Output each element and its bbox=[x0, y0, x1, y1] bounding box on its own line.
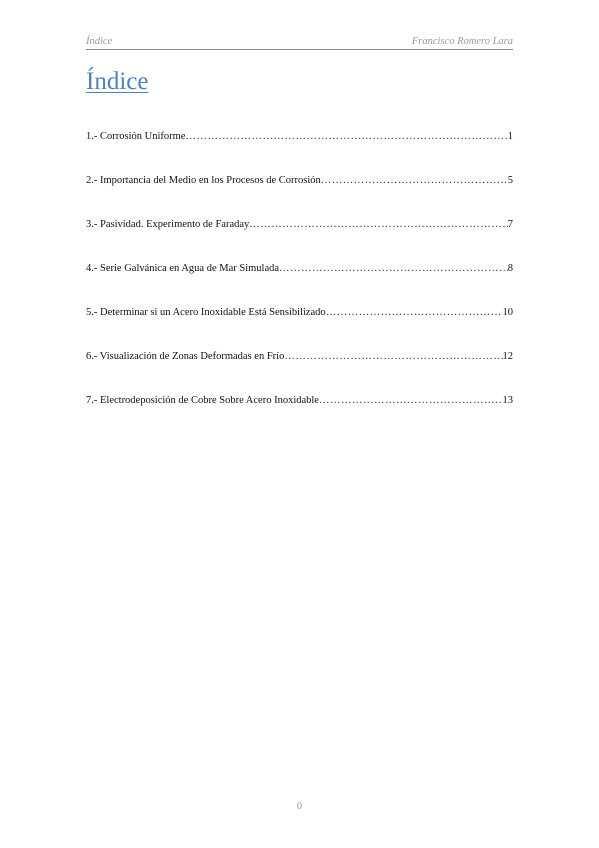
toc-entry-label: 2.- Importancia del Medio en los Procesos de Corrosión bbox=[86, 175, 321, 186]
toc-entry[interactable] bbox=[86, 395, 513, 439]
toc-entry-label: 1.- Corrosión Uniforme bbox=[86, 131, 186, 142]
toc-entry[interactable] bbox=[86, 175, 513, 219]
toc-entry-page: 12 bbox=[502, 351, 513, 362]
toc-dot-leader bbox=[249, 219, 507, 230]
toc-entry-page: 8 bbox=[507, 263, 513, 274]
page-number: 0 bbox=[296, 801, 303, 812]
toc-entry-page: 5 bbox=[507, 175, 513, 186]
toc-entry[interactable] bbox=[86, 307, 513, 351]
toc-entry-page: 1 bbox=[507, 131, 513, 142]
toc-entry[interactable] bbox=[86, 351, 513, 395]
toc-entry-label: 3.- Pasividad. Experimento de Faraday bbox=[86, 219, 250, 230]
toc-dot-leader bbox=[321, 175, 508, 186]
toc-entry[interactable] bbox=[86, 131, 513, 175]
toc-dot-leader bbox=[185, 131, 507, 142]
toc-entry-label: 6.- Visualización de Zonas Deformadas en Frío bbox=[86, 351, 285, 362]
toc-entry-label: 4.- Serie Galvánica en Agua de Mar Simulada bbox=[86, 263, 280, 274]
toc-entry-label: 7.- Electrodeposición de Cobre Sobre Acero Inoxidable bbox=[86, 395, 319, 406]
toc-dot-leader bbox=[284, 351, 502, 362]
toc-dot-leader bbox=[319, 395, 503, 406]
page-title[interactable]: Índice bbox=[86, 68, 149, 95]
header-section-title: Índice bbox=[86, 36, 113, 47]
toc-entry-label: 5.- Determinar si un Acero Inoxidable Está Sensibilizado bbox=[86, 307, 326, 318]
toc-entry-page: 13 bbox=[502, 395, 513, 406]
toc-dot-leader bbox=[279, 263, 508, 274]
toc-entry[interactable] bbox=[86, 219, 513, 263]
toc-entry-page: 7 bbox=[507, 219, 513, 230]
toc-entry[interactable] bbox=[86, 263, 513, 307]
header-author: Francisco Romero Lara bbox=[411, 36, 513, 47]
table-of-contents bbox=[86, 131, 513, 439]
page-header bbox=[86, 35, 513, 50]
toc-dot-leader bbox=[326, 307, 503, 318]
toc-entry-page: 10 bbox=[502, 307, 513, 318]
